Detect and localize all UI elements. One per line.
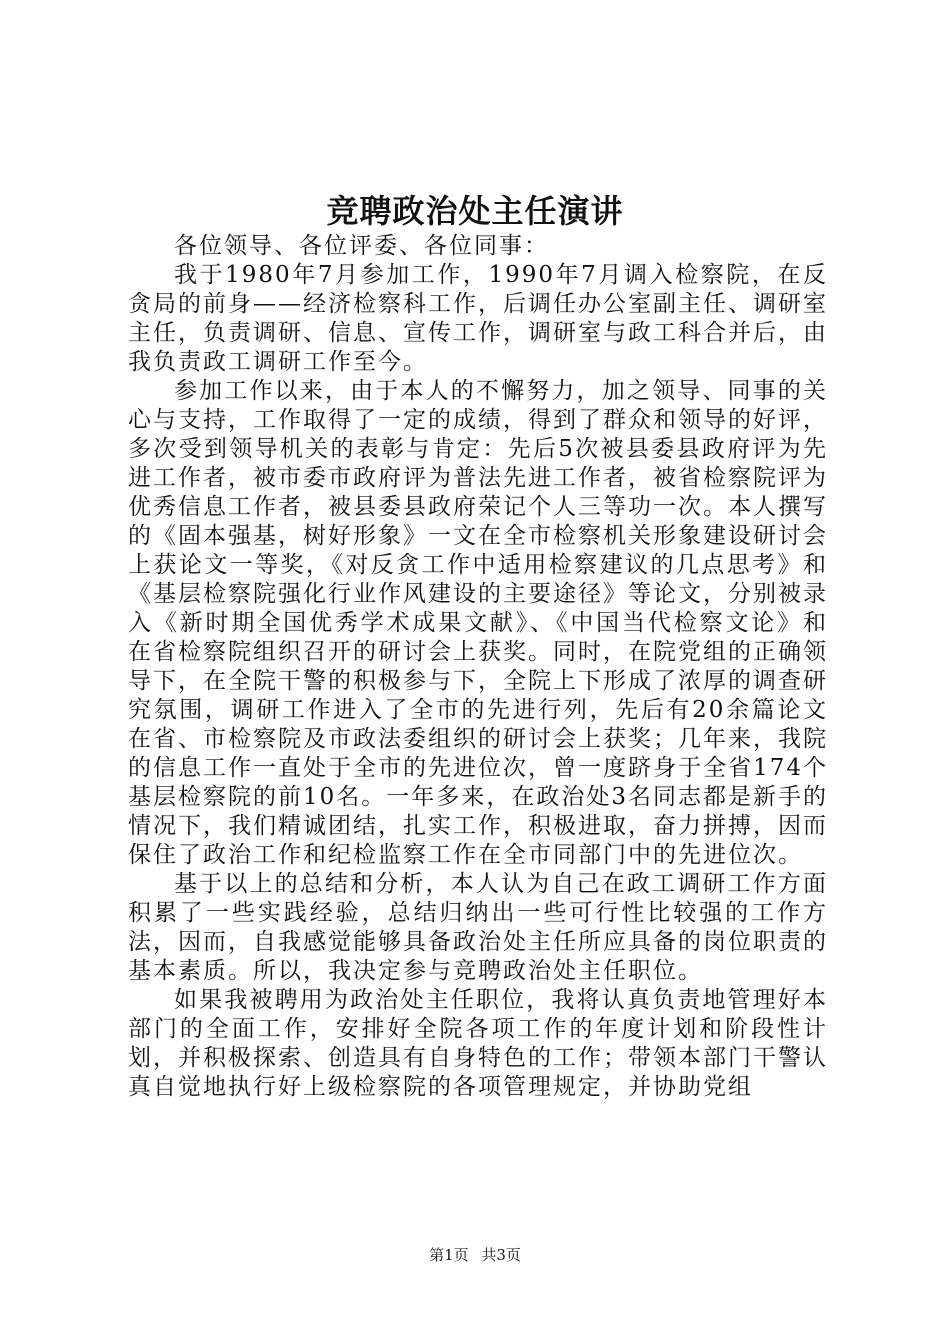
paragraph-2: 参加工作以来，由于本人的不懈努力，加之领导、同事的关心与支持，工作取得了一定的成绩，得到了群众和领导的好评，多次受到领导机关的表彰与肯定：先后5次被县委县政府评为先进工作者，被市委市政府评为普法先进工作者，被省检察院评为优秀信息工作者，被县委县政府荣记个人三等功一次。本人撰写的《固本强基，树好形象》一文在全市检察机关形象建设研讨会上获论文一等奖，《对反贪工作中适用检察建议的几点思考》和《基层检察院强化行业作风建设的主要途径》等论文，分别被录入《新时期全国优秀学术成果文献》、《中国当代检察文论》和在省检察院组织召开的研讨会上获奖。同时，在院党组的正确领导下，在全院干警的积极参与下，全院上下形成了浓厚的调查研究氛围，调研工作进入了全市的先进行列，先后有20余篇论文在省、市检察院及市政法委组织的研讨会上获奖；几年来，我院的信息工作一直处于全市的先进位次，曾一度跻身于全省174个基层检察院的前10名。一年多来，在政治处3名同志都是新手的情况下，我们精诚团结，扎实工作，积极进取，奋力拼搏，因而保住了政治工作和纪检监察工作在全市同部门中的先进位次。	[128, 378, 828, 868]
page-footer	[0, 1244, 950, 1265]
paragraph-4: 如果我被聘用为政治处主任职位，我将认真负责地管理好本部门的全面工作，安排好全院各项工作的年度计划和阶段性计划，并积极探索、创造具有自身特色的工作；带领本部门干警认真自觉地执行好上级检察院的各项管理规定，并协助党组	[128, 987, 828, 1100]
document-title: 竞聘政治处主任演讲	[326, 192, 624, 230]
paragraph-1: 我于1980年7月参加工作，1990年7月调入检察院，在反贪局的前身——经济检察科工作，后调任办公室副主任、调研室主任，负责调研、信息、宣传工作，调研室与政工科合并后，由我负责政工调研工作至今。	[128, 262, 828, 375]
page-total: 共3页	[481, 1246, 521, 1264]
document-body	[128, 232, 828, 1102]
salutation: 各位领导、各位评委、各位同事：	[174, 233, 549, 259]
page-number: 第1页	[429, 1246, 469, 1264]
paragraph-3: 基于以上的总结和分析，本人认为自己在政工调研工作方面积累了一些实践经验，总结归纳出一些可行性比较强的工作方法，因而，自我感觉能够具备政治处主任所应具备的岗位职责的基本素质。所以，我决定参与竞聘政治处主任职位。	[128, 871, 828, 984]
